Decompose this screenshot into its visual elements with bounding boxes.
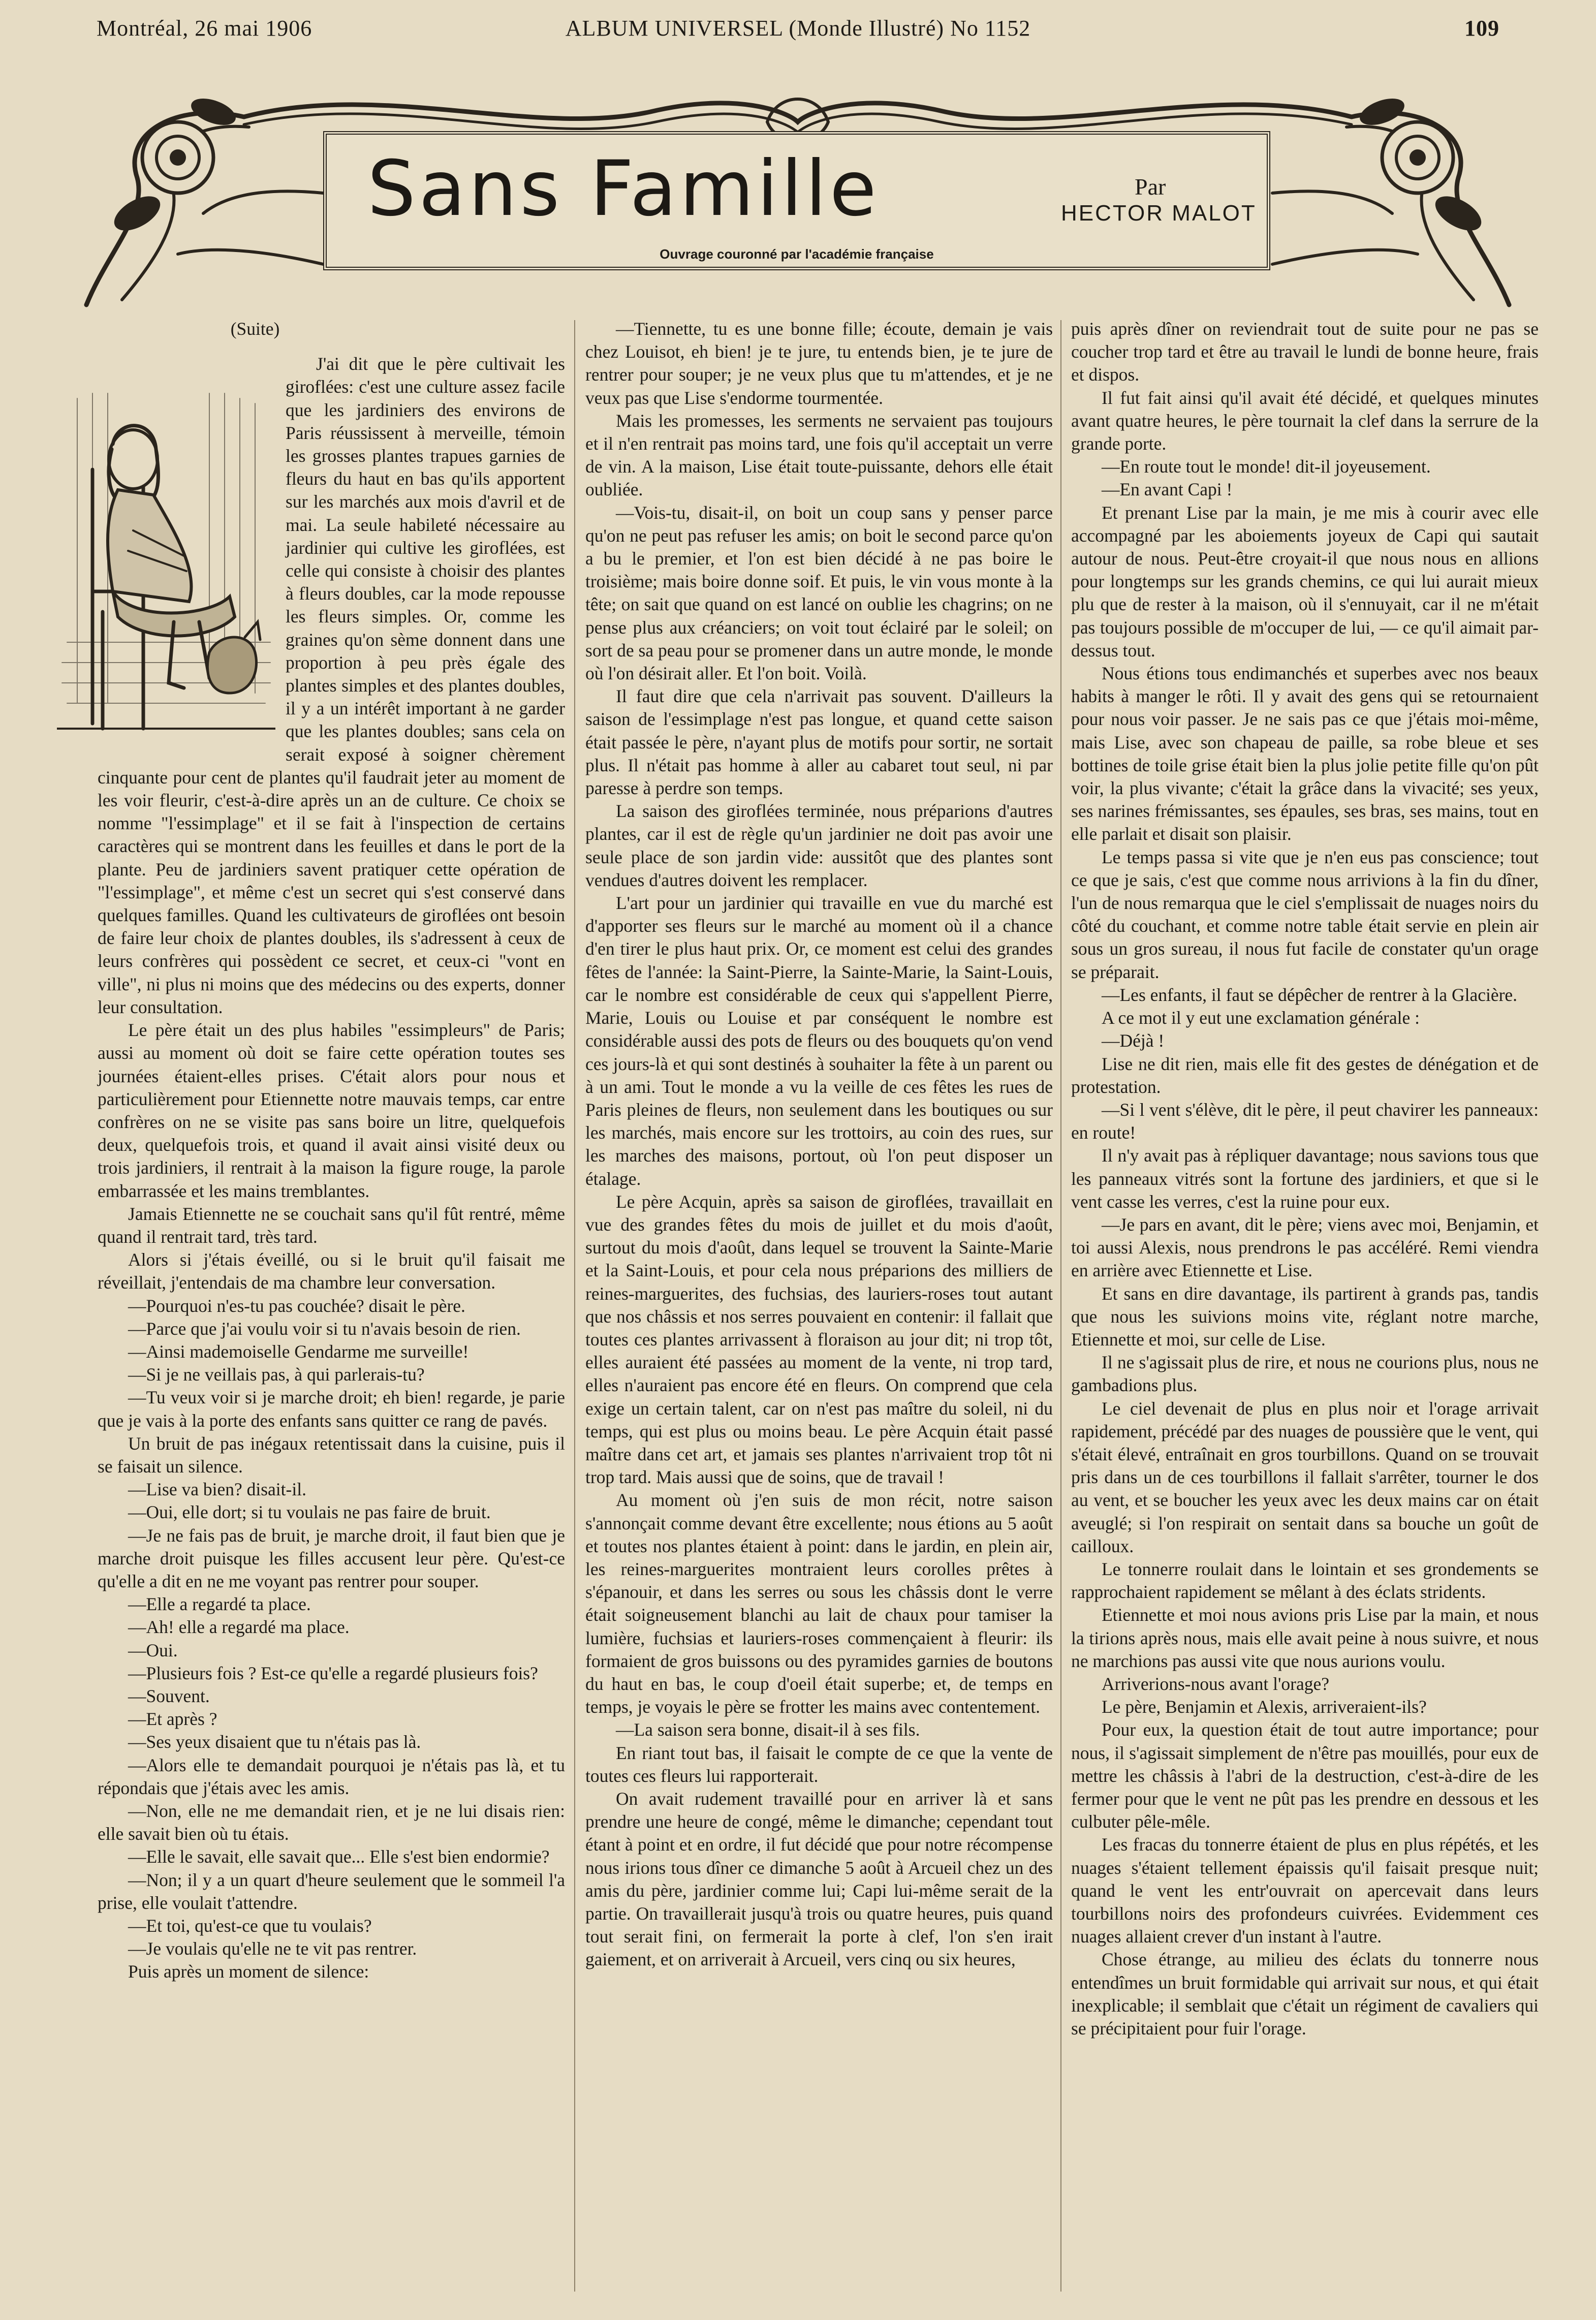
author-name: HECTOR MALOT — [1061, 201, 1257, 226]
paragraph: —Lise va bien? disait-il. — [128, 1479, 306, 1500]
paragraph: J'ai dit que le père cultivait les giroflées: c'est une culture assez facile que les jardiniers des environs de Paris réussissent à merveille, témoin les grosses plantes trapues garnies de fleurs du haut en bas qu'ils apportent sur les marchés aux mois d'avril et de mai. La seule habileté nécessaire au jardinier qui cultive les giroflées, est celle qui consiste à choisir des plantes à fleurs doubles, car la mode repousse les fleurs simples. Or, comme les graines qu'on sème donnent dans une proportion à peu près égale des plantes simples et des plantes doubles, il y a un intérêt important à ne garder que les plantes doubles; sans cela on serait exposé à soigner chèrement cinquante pour cent de plantes qu'il faudrait jeter au moment de les voir fleurir, c'est-à-dire après un an de culture. Ce choix se nomme "l'essimplage" et il se fait à l'inspection de certains caractères qui se montrent dans les feuilles et dans le port de la plante. Peu de jardiniers savent pratiquer cette opération de "l'essimplage", et même c'est un secret qui s'est conservé dans quelques familles. Quand les cultivateurs de giroflées ont besoin de faire leur choix de plantes doubles, ils s'adressent à ceux de leurs confrères qui possèdent ce secret, et ceux-ci "vont en ville", ni plus ni moins que des médecins ou des experts, donner leur consultation. — [98, 354, 565, 1017]
paragraph: —Parce que j'ai voulu voir si tu n'avais besoin de rien. — [128, 1318, 521, 1339]
serial-title: Sans Famille — [367, 145, 880, 233]
paragraph: L'art pour un jardinier qui travaille en vue du marché est d'apporter ses fleurs sur le marché au moment où il a chance d'en tirer le plus haut prix. Or, ce moment est celui des grandes fêtes de l'année: la Saint-Pierre, la Sainte-Marie, la Saint-Louis, car le nombre est considérable de ceux qui s'appellent Pierre, Marie, Louis ou Louise et par conséquent le nombre est considérable aussi des pots de fleurs ou des bouquets qu'on vend ces jours-là et qui sont destinés à souhaiter la fête à un parent ou à un ami. Tout le monde a vu la veille de ces fêtes les rues de Paris pleines de fleurs, non seulement dans les boutiques ou sur les marchés, mais encore sur les trottoirs, au coin des rues, sur les marches des maisons, portout, où l'on peut disposer un étalage. — [585, 893, 1053, 1189]
paragraph: Et prenant Lise par la main, je me mis à courir avec elle accompagné par les aboiements joyeux de Capi qui sautait autour de nous. Peut-être croyait-il que nous nous en allions pour longtemps sur les grands chemins, ce qui lui aurait mieux plu que de rester à la maison, où il s'ennuyait, car il ne m'était pas toujours possible de m'occuper de lui, — ce qu'il aimait par-dessus tout. — [1071, 502, 1539, 661]
paragraph: Pour eux, la question était de tout autre importance; pour nous, il s'agissait simplement de n'être pas mouillés, pour eux de mettre les châssis à l'abri de la destruction, c'est-à-dire de les fermer pour que le vent ne pût pas les prendre en dessous et les culbuter pêle-mêle. — [1071, 1719, 1539, 1832]
paragraph: —Elle a regardé ta place. — [128, 1594, 311, 1615]
column-1 — [98, 318, 565, 1984]
paragraph: En riant tout bas, il faisait le compte de ce que la vente de toutes ces fleurs lui rapporterait. — [585, 1742, 1053, 1786]
paragraph: —Si je ne veillais pas, à qui parlerais-tu? — [128, 1364, 425, 1385]
paragraph: —La saison sera bonne, disait-il à ses fils. — [616, 1719, 920, 1740]
paragraph: —Je ne fais pas de bruit, je marche droit, il faut bien que je marche droit puisque les filles accusent leur père. Qu'est-ce qu'elle a dit en ne me voyant pas rentrer pour souper. — [98, 1525, 565, 1591]
paragraph: Il faut dire que cela n'arrivait pas souvent. D'ailleurs la saison de l'essimplage n'est pas longue, et quand cette saison était passée le père, n'ayant plus de motifs pour sortir, ne sortait plus. Il n'était pas homme à aller au cabaret tout seul, ni par paresse à perdre son temps. — [585, 686, 1053, 799]
paragraph: —Tiennette, tu es une bonne fille; écoute, demain je vais chez Louisot, eh bien! je te jure, tu entends bien, je te jure de rentrer pour souper; je ne veux plus que tu m'attendes, et je ne veux pas que Lise s'endorme tourmentée. — [585, 319, 1053, 408]
paragraph: —En route tout le monde! dit-il joyeusement. — [1102, 456, 1431, 477]
paragraph: —Ses yeux disaient que tu n'étais pas là. — [128, 1732, 421, 1752]
paragraph: A ce mot il y eut une exclamation générale : — [1102, 1008, 1420, 1028]
paragraph: Il ne s'agissait plus de rire, et nous ne courions plus, nous ne gambadions plus. — [1071, 1352, 1539, 1396]
paragraph: —Tu veux voir si je marche droit; eh bien! regarde, je parie que je vais à la porte des enfants sans quitter ce rang de pavés. — [98, 1387, 565, 1431]
paragraph: —Je voulais qu'elle ne te vit pas rentrer. — [128, 1938, 417, 1959]
continued-label: (Suite) — [230, 319, 280, 339]
paragraph: Un bruit de pas inégaux retentissait dans la cuisine, puis il se faisait un silence. — [98, 1433, 565, 1477]
girl-seated-illustration — [57, 378, 275, 739]
column-3 — [1071, 318, 1539, 2040]
paragraph: —Les enfants, il faut se dépêcher de rentrer à la Glacière. — [1102, 984, 1518, 1005]
award-note: Ouvrage couronné par l'académie française — [660, 246, 934, 262]
paragraph: —Ainsi mademoiselle Gendarme me surveille! — [128, 1341, 469, 1362]
paragraph: On avait rudement travaillé pour en arriver là et sans prendre une heure de congé, même le dimanche; cependant tout étant à point et en ordre, il fut décidé que pour notre récompense nous irions tous dîner ce dimanche 5 août à Arcueil chez un des amis du père, jardinier comme lui; Capi lui-même serait de la partie. On travaillerait jusqu'à trois ou quatre heures, puis quand tout serait fini, on fermerait la porte à clef, l'on s'en irait gaiement, et on arriverait à Arcueil, vers cinq ou six heures, — [585, 1789, 1053, 1970]
paragraph: Le père était un des plus habiles "essimpleurs" de Paris; aussi au moment où doit se faire cette opération toutes ses journées étaient-elles prises. C'était alors pour nous et particulièrement pour Etiennette notre mauvais temps, car entre confrères on ne se visite pas sans boire un litre, quelquefois deux, quelquefois trois, et quand il avait ainsi visité deux ou trois jardiniers, il rentrait à la maison la figure rouge, la parole embarrassée et les mains tremblantes. — [98, 1020, 565, 1201]
paragraph: —Oui. — [128, 1640, 178, 1660]
paragraph: Alors si j'étais éveillé, ou si le bruit qu'il faisait me réveillait, j'entendais de ma chambre leur conversation. — [98, 1249, 565, 1293]
paragraph: —Elle le savait, elle savait que... Elle s'est bien endormie? — [128, 1846, 550, 1867]
paragraph: Puis après un moment de silence: — [128, 1961, 369, 1982]
paragraph: Le tonnerre roulait dans le lointain et ses grondements se rapprochaient rapidement se mêlant à des éclats stridents. — [1071, 1558, 1539, 1603]
paragraph: Le temps passa si vite que je n'en eus pas conscience; tout ce que je sais, c'est que comme nous arrivions à la fin du dîner, l'un de nous remarqua que le ciel s'emplissait de nuages noirs du côté du couchant, et comme notre table était servie en plein air sous un gros sureau, il nous fut facile de constater qu'un orage se préparait. — [1071, 847, 1539, 982]
paragraph: —Ah! elle a regardé ma place. — [128, 1617, 350, 1638]
byline-par: Par — [1135, 174, 1166, 200]
issue-date: Montréal, 26 mai 1906 — [97, 16, 312, 41]
paragraph: puis après dîner on reviendrait tout de suite pour ne pas se coucher trop tard et être au travail le lundi de bonne heure, frais et dispos. — [1071, 319, 1539, 385]
paragraph: Arriverions-nous avant l'orage? — [1102, 1673, 1330, 1694]
column-rule — [574, 320, 575, 2292]
paragraph: Mais les promesses, les serments ne servaient pas toujours et il n'en rentrait pas moins tard, une fois qu'il acceptait un verre de vin. A la maison, Lise était toute-puissante, dehors elle était oubliée. — [585, 410, 1053, 500]
paragraph: Les fracas du tonnerre étaient de plus en plus répétés, et les nuages s'étaient tellement épaissis qu'il faisait presque nuit; quand le vent les entr'ouvrait on apercevait dans leurs tourbillons noirs des profondeurs cuivrées. Evidemment ces nuages allaient crever d'un instant à l'autre. — [1071, 1834, 1539, 1947]
paragraph: Le père Acquin, après sa saison de giroflées, travaillait en vue des grandes fêtes du mois de juillet et du mois d'août, surtout du mois d'août, dans lequel se trouvent la Sainte-Marie et la Saint-Louis, et pour cela nous préparions des milliers de reines-marguerites, des fuchsias, des lauriers-roses tout autant que nos châssis et nos serres pouvaient en contenir: il fallait que toutes ces plantes arrivassent à floraison au jour dit; ni trop tôt, elles auraient été passées au moment de la vente, ni trop tard, elles n'auraient pas encore été en fleurs. On comprend que cela exige un certain talent, car on n'est pas maître du soleil, ni du temps, qui est plus ou moins beau. Le père Acquin était passé maître dans cet art, et jamais ses plantes n'arrivaient trop tôt ni trop tard. Mais aussi que de soins, que de travail ! — [585, 1191, 1053, 1488]
paragraph: —Et toi, qu'est-ce que tu voulais? — [128, 1916, 372, 1936]
paragraph: —Plusieurs fois ? Est-ce qu'elle a regardé plusieurs fois? — [128, 1663, 538, 1683]
paragraph: Le ciel devenait de plus en plus noir et l'orage arrivait rapidement, précédé par des nuages de poussière que le vent, qui s'était élevé, entraînait en gros tourbillons. Quand on se trouvait pris dans un de ces tourbillons il fallait s'arrêter, tourner le dos au vent, et se boucher les yeux avec les deux mains car on était aveuglé; si l'on respirait on sentait dans sa bouche un goût de cailloux. — [1071, 1398, 1539, 1556]
paragraph: —Si l vent s'élève, dit le père, il peut chavirer les panneaux: en route! — [1071, 1099, 1539, 1143]
paragraph: Etiennette et moi nous avions pris Lise par la main, et nous la tirions après nous, mais elle avait peine à nous suivre, et nous ne marchions pas aussi vite que nous aurions voulu. — [1071, 1605, 1539, 1671]
running-head — [97, 15, 1499, 51]
paragraph: Chose étrange, au milieu des éclats du tonnerre nous entendîmes un bruit formidable qui arrivait sur nous, et qui était inexplicable; il semblait que c'était un régiment de cavaliers qui se précipitaient pour fuir l'orage. — [1071, 1949, 1539, 2039]
paragraph: —Et après ? — [128, 1709, 217, 1730]
column-2 — [585, 318, 1053, 1971]
paragraph: —En avant Capi ! — [1102, 479, 1233, 500]
paragraph: —Non; il y a un quart d'heure seulement que le sommeil l'a prise, elle voulait t'attendre. — [98, 1869, 565, 1913]
paragraph: Nous étions tous endimanchés et superbes avec nos beaux habits à manger le rôti. Il y avait des gens qui se retournaient pour nous voir passer. Je ne sais pas ce que j'étais moi-même, mais Lise, avec son chapeau de paille, sa robe bleue et ses bottines de toile grise était bien la plus jolie petite fille qu'on pût voir, la plus vivante; c'était la grâce dans la vivacité; ses yeux, ses narines frémissantes, ses épaules, ses bras, ses mains, tout en elle parlait et disait son plaisir. — [1071, 663, 1539, 844]
paragraph: Il n'y avait pas à répliquer davantage; nous savions tous que les panneaux vitrés sont la fortune des jardiniers, et que si le vent casse les verres, c'est la ruine pour eux. — [1071, 1145, 1539, 1212]
paragraph: —Non, elle ne me demandait rien, et je ne lui disais rien: elle savait bien où tu étais. — [98, 1801, 565, 1844]
paragraph: Il fut fait ainsi qu'il avait été décidé, et quelques minutes avant quatre heures, le père tournait la clef dans la serrure de la grande porte. — [1071, 387, 1539, 454]
column-rule — [1060, 320, 1061, 2292]
page-number: 109 — [1464, 16, 1499, 41]
paragraph: —Souvent. — [128, 1685, 210, 1706]
paragraph: Et sans en dire davantage, ils partirent à grands pas, tandis que nous les suivions moins vite, réglant notre marche, Etiennette et moi, sur celle de Lise. — [1071, 1283, 1539, 1350]
paragraph: Au moment où j'en suis de mon récit, notre saison s'annonçait comme devant être excellente; nous étions au 5 août et toutes nos plantes étaient à point: dans le jardin, en plein air, les reines-marguerites montraient leurs corolles prêtes à s'épanouir, et dans les serres ou sous les châssis dont le verre était soigneusement blanchi au lait de chaux pour tamiser la lumière, fuchsias et lauriers-roses commençaient à fleurir: ils formaient de gros buissons ou des pyramides garnies de boutons du haut en bas, le coup d'oeil était superbe; et, de temps en temps, je voyais le père se frotter les mains avec contentement. — [585, 1490, 1053, 1717]
paragraph: —Alors elle te demandait pourquoi je n'étais pas là, et tu répondais que j'étais avec les amis. — [98, 1754, 565, 1798]
publication-name: ALBUM UNIVERSEL (Monde Illustré) No 1152 — [565, 16, 1031, 41]
paragraph: —Vois-tu, disait-il, on boit un coup sans y penser parce qu'on ne peut pas refuser les amis; on boit le second parce qu'on a bu le premier, et l'on est bien décidé à ne pas boire le troisième; mais boire donne soif. Et puis, le vin vous monte à la tête; on sait que quand on est lancé on oublie les chagrins; on ne pense plus aux créanciers; on voit tout éclairé par le soleil; on sort de sa peau pour se promener dans un autre monde, le monde où l'on désirait aller. Et l'on boit. Voilà. — [585, 502, 1053, 684]
paragraph: La saison des giroflées terminée, nous préparions d'autres plantes, car il est de règle qu'un jardinier ne doit pas avoir une seule place de son jardin vide: aussitôt que des plantes sont vendues d'autres doivent les remplacer. — [585, 801, 1053, 890]
paragraph: —Oui, elle dort; si tu voulais ne pas faire de bruit. — [128, 1502, 491, 1523]
paragraph: Lise ne dit rien, mais elle fit des gestes de dénégation et de protestation. — [1071, 1053, 1539, 1097]
paragraph: —Je pars en avant, dit le père; viens avec moi, Benjamin, et toi aussi Alexis, nous prendrons le pas accéléré. Remi viendra en arrière avec Etiennette et Lise. — [1071, 1214, 1539, 1281]
paragraph: —Déjà ! — [1102, 1030, 1165, 1051]
left-rose-ornament — [109, 93, 239, 238]
paragraph: —Pourquoi n'es-tu pas couchée? disait le père. — [128, 1295, 465, 1316]
title-box — [323, 131, 1270, 270]
paragraph: Le père, Benjamin et Alexis, arriveraient-ils? — [1102, 1697, 1427, 1717]
right-rose-ornament — [1356, 93, 1487, 238]
paragraph: Jamais Etiennette ne se couchait sans qu'il fût rentré, même quand il rentrait tard, très tard. — [98, 1203, 565, 1247]
